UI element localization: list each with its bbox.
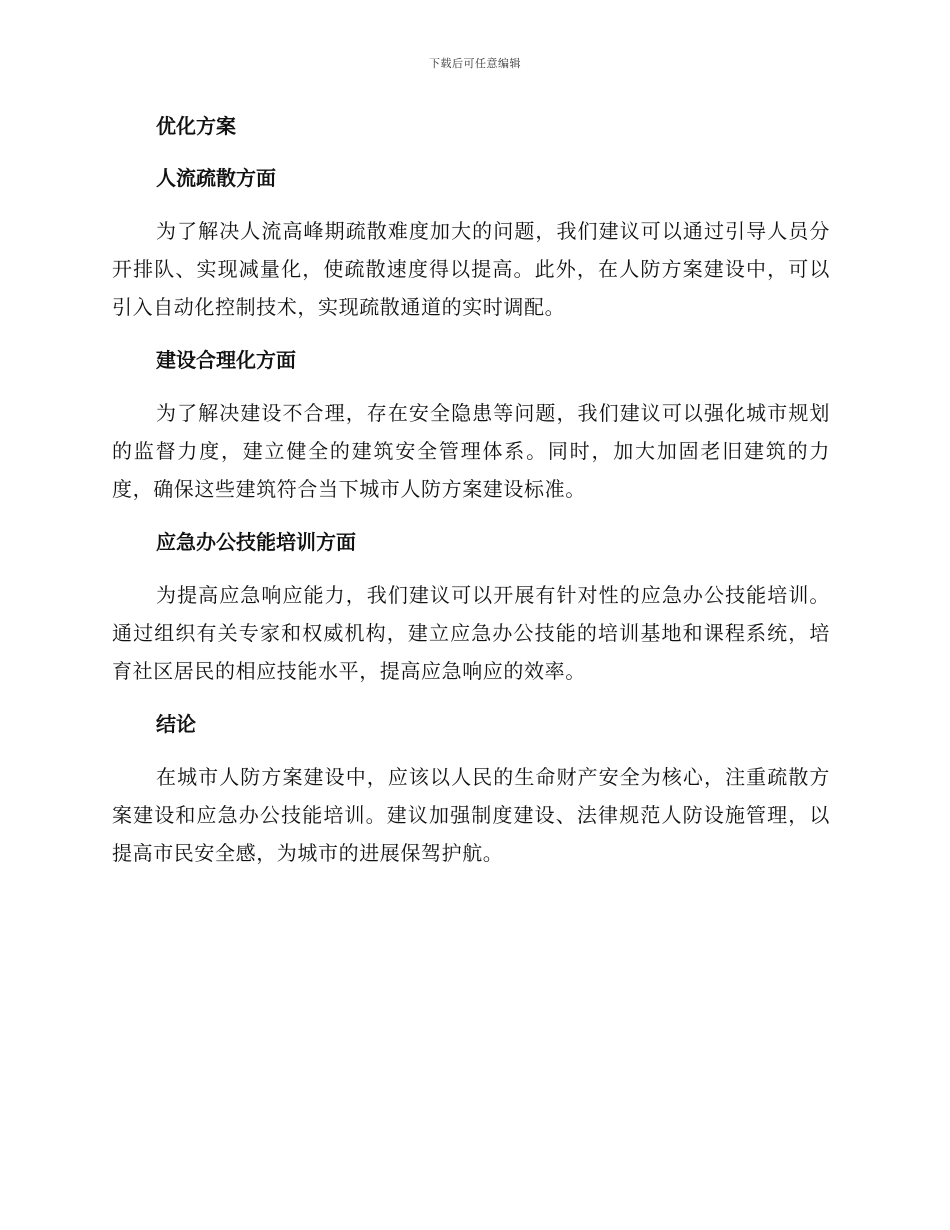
section-heading-conclusion: 结论 <box>156 712 196 736</box>
section-heading-construction: 建设合理化方面 <box>156 348 296 372</box>
document-body <box>112 108 830 888</box>
section-title: 优化方案 <box>156 114 236 138</box>
section-heading-evacuation: 人流疏散方面 <box>156 166 276 190</box>
paragraph-evacuation: 为了解决人流高峰期疏散难度加大的问题，我们建议可以通过引导人员分开排队、实现减量化，使疏散速度得以提高。此外，在人防方案建设中，可以引入自动化控制技术，实现疏散通道的实时调配。 <box>112 219 830 319</box>
paragraph-conclusion: 在城市人防方案建设中，应该以人民的生命财产安全为核心，注重疏散方案建设和应急办公技能培训。建议加强制度建设、法律规范人防设施管理，以提高市民安全感，为城市的进展保驾护航。 <box>112 765 830 865</box>
paragraph-construction: 为了解决建设不合理，存在安全隐患等问题，我们建议可以强化城市规划的监督力度，建立健全的建筑安全管理体系。同时，加大加固老旧建筑的力度，确保这些建筑符合当下城市人防方案建设标准。 <box>112 401 830 501</box>
section-heading-training: 应急办公技能培训方面 <box>156 530 356 554</box>
header-note: 下载后可任意编辑 <box>429 57 521 70</box>
paragraph-training: 为提高应急响应能力，我们建议可以开展有针对性的应急办公技能培训。通过组织有关专家和权威机构，建立应急办公技能的培训基地和课程系统，培育社区居民的相应技能水平，提高应急响应的效率。 <box>112 583 830 683</box>
